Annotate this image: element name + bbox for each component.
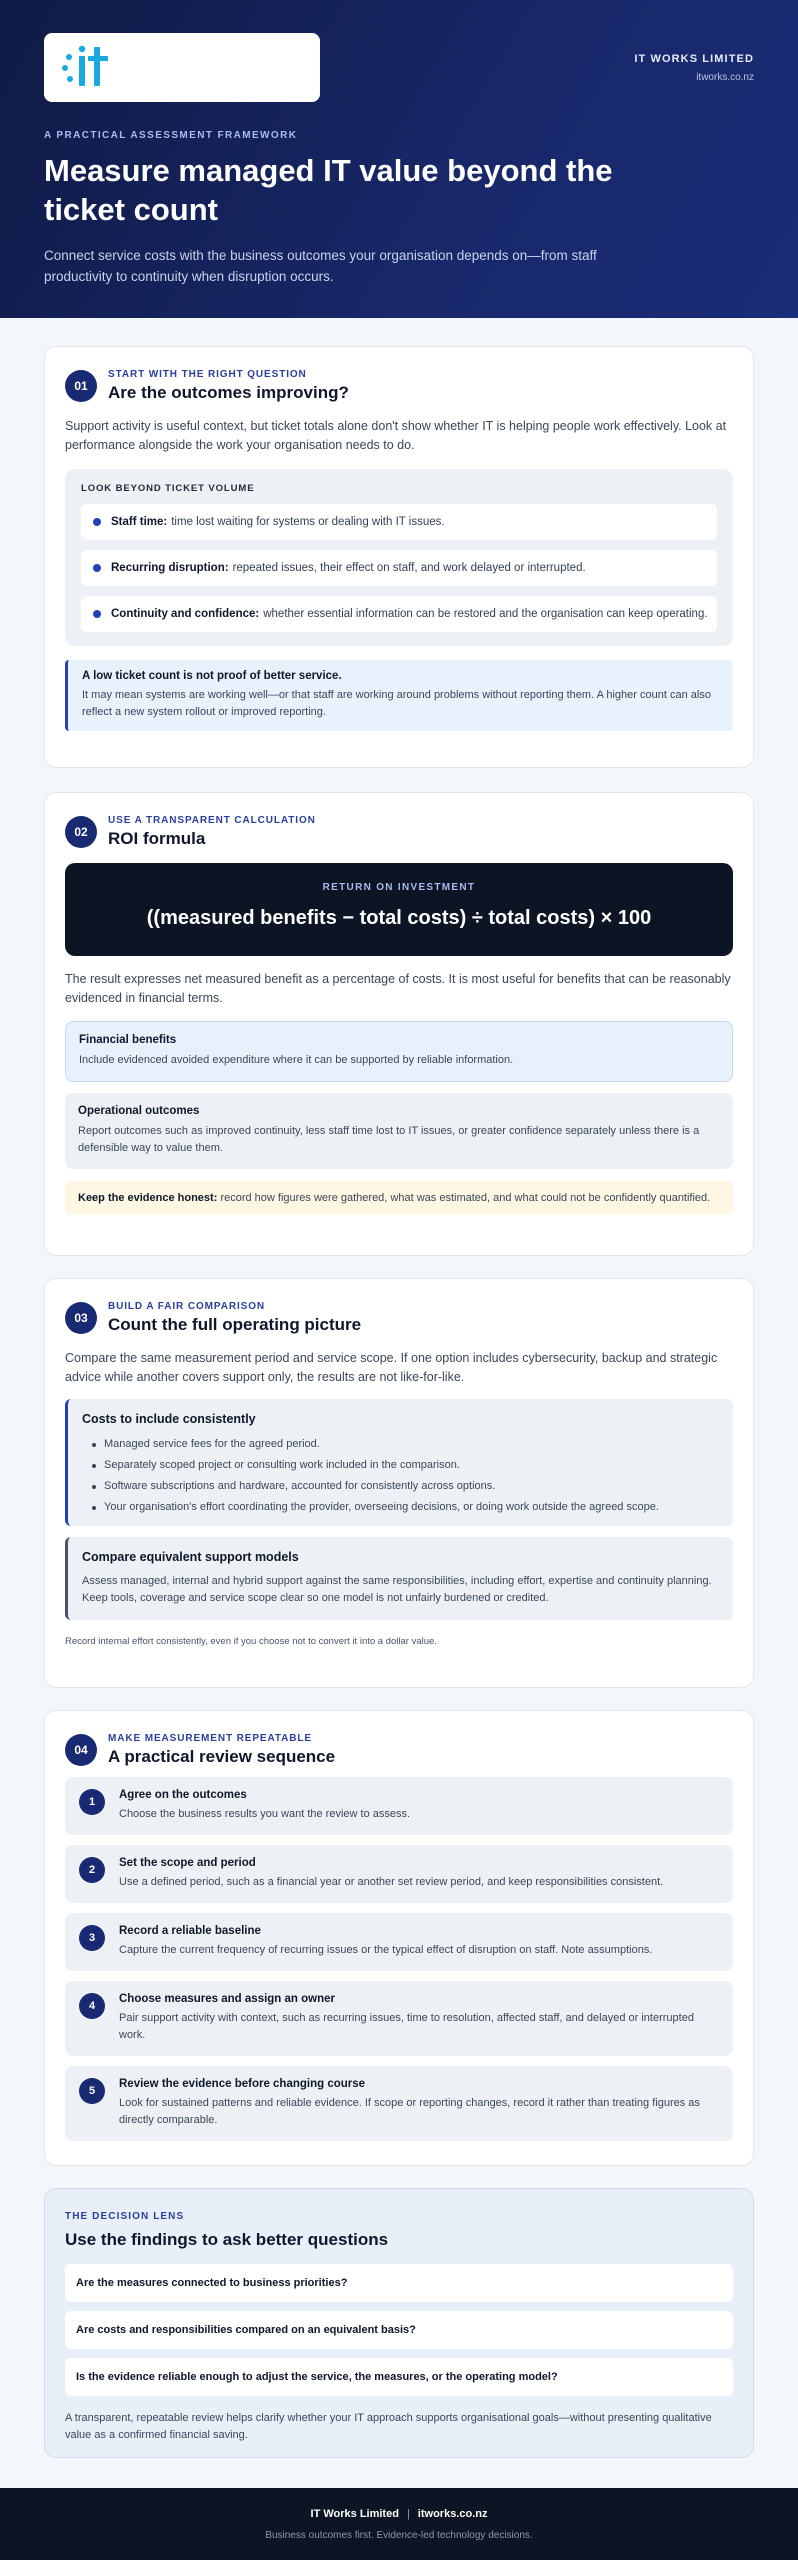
review-step <box>65 2066 733 2141</box>
item-text: Separately scoped project or consulting work included in the comparison. <box>104 1459 460 1471</box>
hero-kicker: A PRACTICAL ASSESSMENT FRAMEWORK <box>44 130 298 141</box>
company-site[interactable]: itworks.co.nz <box>696 72 754 83</box>
item-text: Software subscriptions and hardware, accounted for consistently across options. <box>104 1480 496 1492</box>
section-title: ROI formula <box>108 829 206 848</box>
evidence-text: record how figures were gathered, what was estimated, and what could not be confidently quantified. <box>220 1192 711 1204</box>
section-note: Record internal effort consistently, even if you choose not to convert it into a dollar value. <box>65 1636 437 1647</box>
item-text: Your organisation's effort coordinating the provider, overseeing decisions, or doing work outside the agreed scope. <box>104 1501 659 1513</box>
section-comparison <box>44 1278 754 1688</box>
box-text: Report outcomes such as improved continuity, less staff time lost to IT issues, or greater confidence separately unless there is a defensible way to value them. <box>78 1125 700 1154</box>
footer-tagline: Business outcomes first. Evidence-led technology decisions. <box>265 2530 533 2541</box>
section-title: A practical review sequence <box>108 1747 336 1766</box>
question-item: Is the evidence reliable enough to adjust the service, the measures, or the operating model? <box>65 2358 733 2396</box>
roi-formula: ((measured benefits − total costs) ÷ total costs) × 100 <box>146 907 652 929</box>
section-kicker: BUILD A FAIR COMPARISON <box>108 1301 265 1312</box>
section-kicker: START WITH THE RIGHT QUESTION <box>108 369 307 380</box>
footer-company: IT Works Limited <box>310 2508 399 2520</box>
footer-separator: | <box>406 2508 410 2520</box>
box-title: Compare equivalent support models <box>82 1550 299 1564</box>
lens-closing: A transparent, repeatable review helps clarify whether your IT approach supports organisational goals—without presenting qualitative value as a confirmed financial saving. <box>65 2412 712 2441</box>
step-text: Choose the business results you want the review to assess. <box>119 1808 411 1820</box>
support-models-box <box>65 1537 733 1620</box>
box-title: Costs to include consistently <box>82 1412 256 1426</box>
step-title: Review the evidence before changing course <box>119 2078 366 2090</box>
list-item <box>82 1438 719 1450</box>
decision-lens <box>44 2188 754 2458</box>
step-number: 2 <box>79 1857 105 1883</box>
callout-text: It may mean systems are working well—or that staff are working around problems without reporting them. A higher count can also reflect a new system rollout or improved reporting. <box>82 689 711 718</box>
section-kicker: USE A TRANSPARENT CALCULATION <box>108 815 316 826</box>
bullet-dot-icon <box>93 610 101 618</box>
review-step <box>65 1777 733 1835</box>
evidence-note <box>65 1181 733 1215</box>
section-intro: The result expresses net measured benefit as a percentage of costs. It is most useful for benefits that can be reasonably evidenced in financial terms. <box>65 972 731 1005</box>
page-title: Measure managed IT value beyond the ticket count <box>44 153 613 227</box>
list-item <box>81 504 717 540</box>
section-kicker: MAKE MEASUREMENT REPEATABLE <box>108 1733 312 1744</box>
step-title: Set the scope and period <box>119 1857 256 1869</box>
formula-kicker: RETURN ON INVESTMENT <box>322 882 476 893</box>
list-item <box>82 1459 719 1471</box>
financial-benefits-box <box>65 1021 733 1082</box>
company-name: IT WORKS LIMITED <box>634 53 754 65</box>
step-text: Look for sustained patterns and reliable evidence. If scope or reporting changes, record it rather than treating figures as directly comparable. <box>119 2097 700 2126</box>
list-item <box>82 1480 719 1492</box>
item-label: Recurring disruption: <box>111 562 229 574</box>
page-footer <box>0 2488 798 2560</box>
company-logo[interactable] <box>44 33 320 102</box>
question-item: Are costs and responsibilities compared on an equivalent basis? <box>65 2311 733 2349</box>
item-text: repeated issues, their effect on staff, and work delayed or interrupted. <box>232 562 586 574</box>
step-title: Choose measures and assign an owner <box>119 1993 336 2005</box>
section-title: Are the outcomes improving? <box>108 383 349 402</box>
step-number: 1 <box>79 1789 105 1815</box>
footer-site-link[interactable]: itworks.co.nz <box>417 2508 488 2520</box>
section-intro: Support activity is useful context, but ticket totals alone don't show whether IT is helping people work effectively. Look at performance alongside the work your organisation needs to do. <box>65 419 727 452</box>
costs-box <box>65 1399 733 1526</box>
question-item: Are the measures connected to business priorities? <box>65 2264 733 2302</box>
company-info <box>634 53 754 83</box>
bullet-dot-icon <box>93 518 101 526</box>
section-intro: Compare the same measurement period and service scope. If one option includes cybersecurity, backup and strategic advice while another covers support only, the results are not like-for-like. <box>65 1351 718 1384</box>
operational-outcomes-box <box>65 1093 733 1169</box>
hero-lead: Connect service costs with the business outcomes your organisation depends on—from staff productivity to continuity when disruption occurs. <box>44 248 597 284</box>
callout-title: A low ticket count is not proof of better service. <box>82 670 342 682</box>
lens-kicker: THE DECISION LENS <box>65 2211 185 2222</box>
box-title: Financial benefits <box>79 1034 177 1046</box>
lens-title: Use the findings to ask better questions <box>65 2230 389 2249</box>
step-text: Pair support activity with context, such as recurring issues, time to resolution, affected staff, and delayed or interrupted work. <box>119 2012 694 2041</box>
ticket-volume-panel <box>65 469 733 646</box>
list-item <box>81 550 717 586</box>
step-number: 4 <box>79 1993 105 2019</box>
section-roi <box>44 792 754 1256</box>
logo-icon <box>60 43 120 93</box>
section-number: 01 <box>65 370 97 402</box>
evidence-label: Keep the evidence honest: <box>78 1192 218 1204</box>
section-number: 02 <box>65 816 97 848</box>
review-step <box>65 1913 733 1971</box>
bullet-icon <box>92 1464 96 1468</box>
item-text: whether essential information can be restored and the organisation can keep operating. <box>263 608 708 620</box>
review-step <box>65 1845 733 1903</box>
section-number: 04 <box>65 1734 97 1766</box>
box-title: Operational outcomes <box>78 1105 200 1117</box>
roi-formula-box <box>65 863 733 956</box>
bullet-icon <box>92 1506 96 1510</box>
box-text: Assess managed, internal and hybrid support against the same responsibilities, including effort, expertise and continuity planning. Keep tools, coverage and service scope clear so one model is not unfairly burdened or credited. <box>82 1575 712 1604</box>
list-item <box>81 596 717 632</box>
step-text: Use a defined period, such as a financial year or another set review period, and keep responsibilities consistent. <box>119 1876 664 1888</box>
bullet-icon <box>92 1443 96 1447</box>
section-outcomes <box>44 346 754 768</box>
list-item <box>82 1501 719 1513</box>
section-number: 03 <box>65 1302 97 1334</box>
ticket-count-callout <box>65 660 733 731</box>
step-number: 5 <box>79 2078 105 2104</box>
bullet-icon <box>92 1485 96 1489</box>
item-label: Staff time: <box>111 516 168 528</box>
panel-kicker: LOOK BEYOND TICKET VOLUME <box>81 483 255 494</box>
item-label: Continuity and confidence: <box>111 608 260 620</box>
bullet-dot-icon <box>93 564 101 572</box>
box-text: Include evidenced avoided expenditure where it can be supported by reliable information. <box>79 1054 514 1066</box>
step-number: 3 <box>79 1925 105 1951</box>
step-title: Record a reliable baseline <box>119 1925 261 1937</box>
section-review-sequence <box>44 1710 754 2166</box>
review-step <box>65 1981 733 2056</box>
step-title: Agree on the outcomes <box>119 1789 247 1801</box>
item-text: Managed service fees for the agreed period. <box>104 1438 320 1450</box>
section-title: Count the full operating picture <box>108 1315 362 1334</box>
step-text: Capture the current frequency of recurring issues or the typical effect of disruption on staff. Note assumptions. <box>119 1944 653 1956</box>
item-text: time lost waiting for systems or dealing with IT issues. <box>171 516 445 528</box>
hero-header <box>0 0 798 318</box>
